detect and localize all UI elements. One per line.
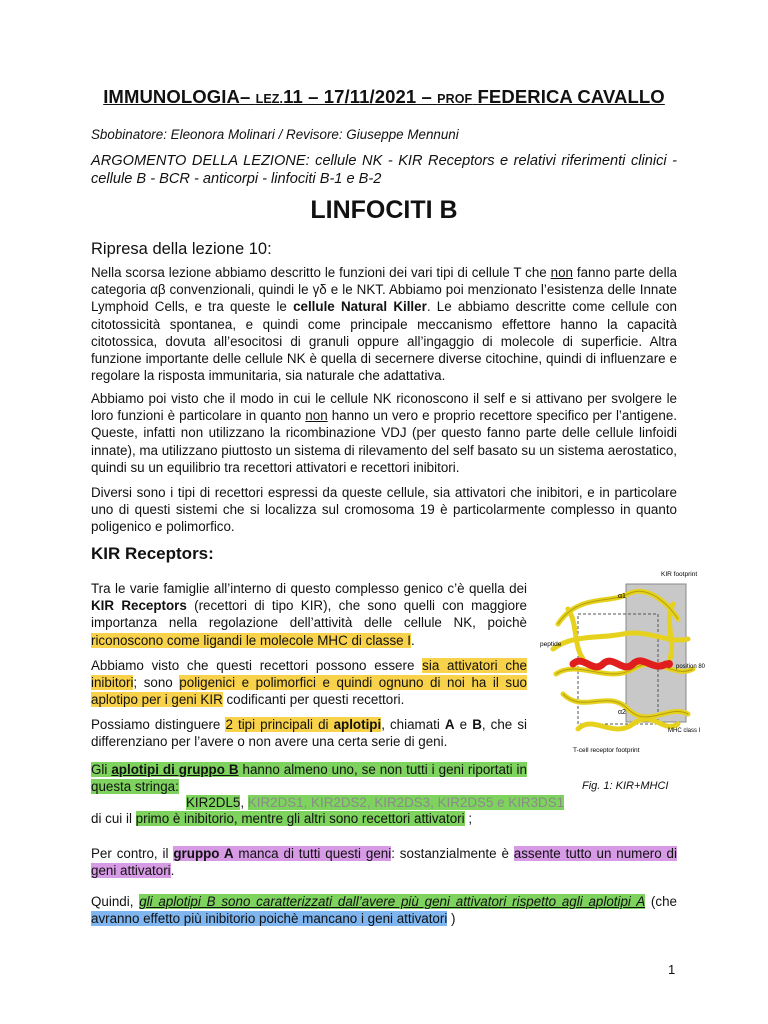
k6-text-b: manca di tutti questi geni	[233, 846, 392, 861]
gene-comma: ,	[240, 795, 248, 810]
page-title: LINFOCITI B	[310, 196, 458, 224]
p1-text-b: fanno parte della categoria αβ convenzionali, quindi le γδ e le NKT. Abbiamo poi menzionato l’esistenza delle Innate Lymphoid Cells, e tra queste le	[91, 265, 677, 315]
kir-mhc-figure	[538, 564, 712, 762]
p2-non: non	[305, 408, 328, 424]
paragraph-2	[91, 390, 677, 476]
k7-highlight-1: gli aplotipi B sono caratterizzati dall’avere più geni attivatori rispetto agli aplotipi A	[139, 894, 646, 909]
gene-list	[186, 795, 564, 810]
k7-text-a: Quindi,	[91, 894, 140, 909]
section-subheading: Ripresa della lezione 10:	[91, 240, 272, 258]
p1-bold: cellule Natural Killer	[293, 299, 427, 315]
k3-B: B	[472, 717, 482, 732]
p1-text-a: Nella scorsa lezione abbiamo descritto le funzioni dei vari tipi di cellule T che	[91, 265, 551, 280]
kir-footprint-label: KIR footprint	[661, 571, 698, 578]
p1-text-c: . Le abbiamo descritte come cellule con citotossicità spontanea, e quindi come principale meccanismo effettore hanno la capacità citotossica, dovuta all’esocitosi di granuli oppure all’ingaggio di molecole di superficie. Altra funzione importante delle cellule NK è quella di secernere diverse citochine, quindi di influenzare e regolare la risposta immunitaria, sia naturale che adattativa.	[91, 299, 677, 384]
header-lez-date: 11 – 17/11/2021 –	[283, 86, 438, 107]
kir-heading: KIR Receptors:	[91, 544, 214, 563]
mhc-label: MHC class I	[668, 728, 701, 734]
k3-text-b: , chiamati	[381, 717, 445, 732]
k5-highlight: primo è inibitorio, mentre gli altri sono recettori attivatori	[135, 811, 465, 826]
page-number: 1	[668, 962, 676, 977]
position80-marker	[665, 660, 673, 668]
kir-paragraph-4	[91, 761, 527, 795]
lecture-header	[0, 86, 768, 108]
k2-highlight-2: poligenici e polimorfici e quindi ognuno di noi ha il suo aplotipo per i geni KIR	[91, 675, 527, 708]
k2-text-c: codificanti per questi recettori.	[222, 692, 405, 708]
k6-text-d: .	[170, 863, 175, 879]
p2-text-a: Abbiamo poi visto che il modo in cui le cellule NK riconoscono il self e si attivano per svolgere le loro funzioni è particolare in quanto	[91, 391, 677, 424]
kir-paragraph-7	[91, 893, 677, 927]
k4-bold: aplotipi di gruppo B	[111, 762, 239, 777]
peptide-label: peptide	[540, 641, 562, 648]
tcell-footprint-label: T-cell receptor footprint	[573, 747, 640, 754]
paragraph-3: Diversi sono i tipi di recettori espressi da queste cellule, sia attivatori che inibitori, e in particolare uno di questi sistemi che si localizza sul cromosoma 19 è particolarmente complesso in quanto poligenico e polimorfico.	[91, 485, 677, 535]
gene-rest: KIR2DS1, KIR2DS2, KIR2DS3, KIR2DS5 e KIR3DS1	[247, 795, 565, 810]
header-subject: IMMUNOLOGIA	[103, 86, 240, 107]
k2-text-a: Abbiamo visto che questi recettori possono essere	[91, 658, 423, 673]
k5-text-b: ;	[464, 811, 473, 826]
kir-mhc-diagram	[538, 564, 712, 762]
header-dash: –	[239, 86, 256, 107]
k1-text-b: (recettori di tipo KIR), che sono quelli con maggiore importanza nella regolazione dell’attività delle cellule NK, poichè	[91, 598, 527, 631]
k6-bold: gruppo A	[173, 846, 234, 861]
lecture-topic: ARGOMENTO DELLA LEZIONE: cellule NK - KIR Receptors e relativi riferimenti clinici - cellule B - BCR - anticorpi - linfociti B-1 e B-2	[91, 153, 677, 187]
k5-text-a: di cui il	[91, 811, 136, 826]
k1-text-c: .	[411, 632, 415, 648]
k7-text-b: (che	[645, 894, 677, 909]
figure-caption: Fig. 1: KIR+MHCI	[582, 780, 669, 792]
k7-highlight-2: avranno effetto più inibitorio poichè mancano i geni attivatori	[91, 911, 448, 927]
header-lez-label: LEZ.	[255, 92, 284, 106]
k3-A: A	[444, 717, 455, 732]
k4-text-a: Gli	[91, 762, 112, 777]
k1-bold: KIR Receptors	[91, 598, 187, 614]
paragraph-1	[91, 264, 677, 384]
k2-highlight-1: sia attivatori che inibitori	[91, 658, 527, 691]
position80-label: position 80	[676, 664, 706, 670]
gene-first: KIR2DL5	[186, 795, 241, 810]
kir-paragraph-5	[91, 810, 677, 827]
k6-text-a: Per contro, il	[91, 846, 174, 861]
k1-text-a: Tra le varie famiglie all’interno di questo complesso genico c’è quella dei	[91, 581, 527, 596]
k3-highlight: 2 tipi principali di aplotipi	[225, 717, 382, 732]
peptide-strand	[573, 661, 666, 667]
k2-text-b: ; sono	[133, 675, 180, 691]
kir-paragraph-1	[91, 580, 527, 649]
kir-paragraph-3	[91, 716, 527, 750]
k1-highlight: riconoscono come ligandi le molecole MHC di classe I	[91, 632, 412, 648]
p2-text-b: hanno un vero e proprio recettore specifico per l’antigene. Queste, infatti non utilizzano la ricombinazione VDJ (per questo fanno parte delle cellule linfoidi innate), ma utilizzano piuttosto un sistema di rilevamento del self basato su un sistema aerostatico, quindi su un equilibrio tra recettori attivatori e recettori inibitori.	[91, 408, 677, 475]
k6-highlight: assente tutto un numero di geni attivatori	[91, 846, 677, 879]
kir-paragraph-2	[91, 657, 527, 709]
k3-and: e	[454, 717, 473, 732]
kir-footprint-region	[626, 584, 686, 722]
k3-text-a: Possiamo distinguere	[91, 717, 226, 732]
alpha2-label: α2	[618, 709, 626, 716]
k3-text-c: , che si differenziano per l’avere o non avere una certa serie di geni.	[91, 717, 527, 750]
p1-non: non	[550, 265, 573, 280]
k6-text-c: : sostanzialmente è	[391, 846, 514, 861]
k4-text-b: hanno almeno uno, se non tutti i geni riportati in questa stringa:	[91, 762, 527, 795]
k7-text-c: )	[447, 911, 456, 927]
header-prof-name: FEDERICA CAVALLO	[472, 86, 665, 107]
authors-line: Sbobinatore: Eleonora Molinari / Revisore: Giuseppe Mennuni	[91, 127, 459, 142]
header-prof-label: PROF	[437, 92, 473, 106]
kir-paragraph-6	[91, 845, 677, 879]
alpha1-label: α1	[618, 593, 626, 600]
